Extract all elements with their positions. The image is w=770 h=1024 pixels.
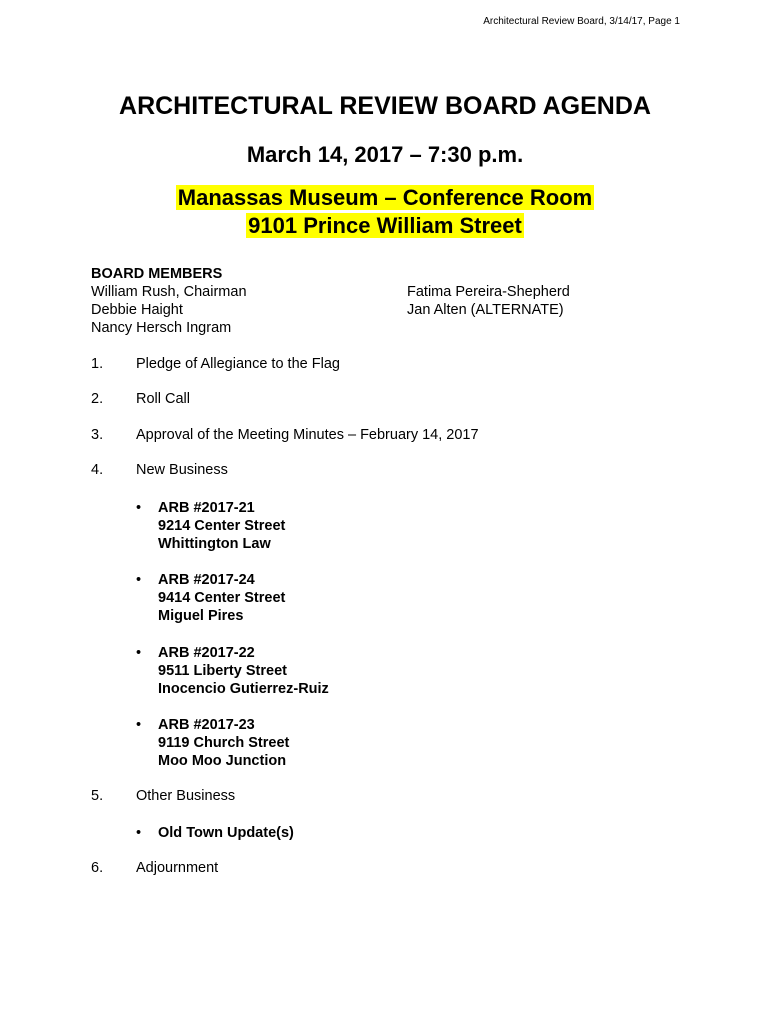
meeting-date-time: March 14, 2017 – 7:30 p.m. [246,142,524,167]
board-member: Jan Alten (ALTERNATE) [407,302,564,318]
agenda-item [91,860,218,876]
board-member: Fatima Pereira-Shepherd [407,284,570,300]
case-address: 9414 Center Street [158,590,286,606]
agenda-item-text: Roll Call [136,391,190,407]
case-address: 9214 Center Street [158,518,286,534]
agenda-item [91,788,235,804]
agenda-item-text: Other Business [136,788,236,804]
bullet-icon: • [136,825,142,841]
agenda-item-text: New Business [136,462,228,478]
agenda-item [91,391,190,407]
other-business-text: Old Town Update(s) [158,825,294,841]
board-members-heading: BOARD MEMBERS [91,266,223,282]
agenda-item [91,427,479,443]
agenda-item-number: 2. [91,391,104,407]
agenda-item-number: 4. [91,462,104,478]
board-member: Debbie Haight [91,302,183,318]
agenda-item-number: 3. [91,427,104,443]
bullet-icon: • [136,645,142,661]
case-applicant: Inocencio Gutierrez-Ruiz [158,681,329,697]
case-applicant: Whittington Law [158,536,271,552]
board-members-right-column [407,283,707,319]
meeting-location [0,184,770,240]
case-applicant: Moo Moo Junction [158,753,287,769]
agenda-item-text: Pledge of Allegiance to the Flag [136,356,340,372]
bullet-icon: • [136,572,142,588]
board-member: William Rush, Chairman [91,284,247,300]
board-members [91,265,691,336]
agenda-item-number: 1. [91,356,104,372]
case-address: 9511 Liberty Street [158,663,287,679]
board-member: Nancy Hersch Ingram [91,320,232,336]
agenda-item-text: Adjournment [136,860,219,876]
agenda-item [91,356,340,372]
page-title: ARCHITECTURAL REVIEW BOARD AGENDA [119,92,651,120]
agenda-item [91,462,228,478]
case-number: ARB #2017-21 [158,500,255,516]
bullet-icon: • [136,500,142,516]
case-number: ARB #2017-24 [158,572,255,588]
case-number: ARB #2017-22 [158,645,255,661]
case-address: 9119 Church Street [158,735,290,751]
agenda-item-text: Approval of the Meeting Minutes – February 14, 2017 [136,427,479,443]
board-members-left-column [91,283,391,337]
agenda-item-number: 5. [91,788,104,804]
bullet-icon: • [136,717,142,733]
location-room: Manassas Museum – Conference Room [177,185,593,210]
location-address: 9101 Prince William Street [248,213,522,238]
page-header: Architectural Review Board, 3/14/17, Page 1 [483,16,680,27]
case-number: ARB #2017-23 [158,717,255,733]
agenda-item-number: 6. [91,860,104,876]
case-applicant: Miguel Pires [158,608,244,624]
